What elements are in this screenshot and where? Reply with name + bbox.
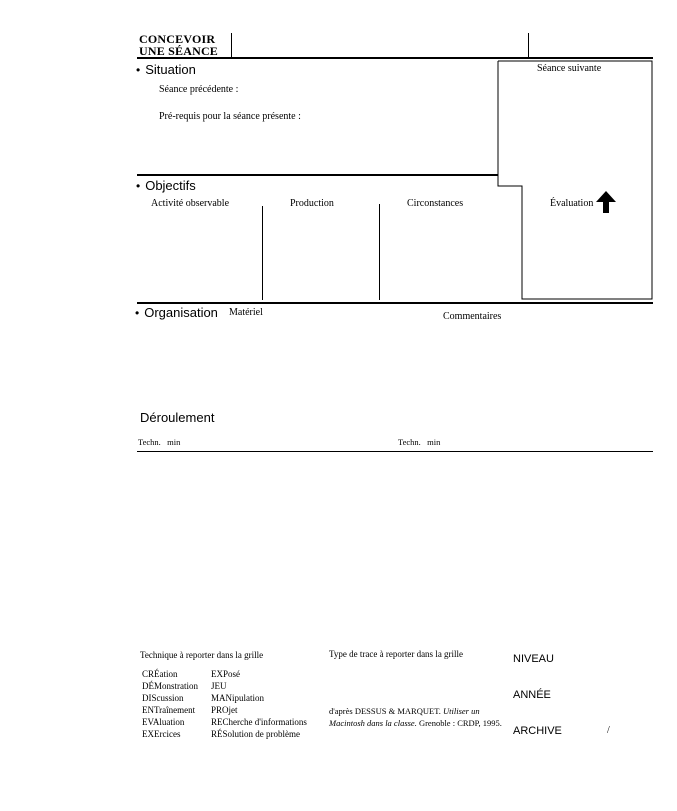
comments-label: Commentaires	[443, 311, 502, 322]
archive-label: ARCHIVE	[513, 725, 562, 737]
previous-session-label: Séance précédente :	[159, 84, 239, 95]
header-rule	[137, 57, 653, 59]
codes-right-list	[211, 668, 307, 740]
code-item: DÉMonstration	[142, 681, 198, 691]
code-item: MANipulation	[211, 693, 264, 703]
code-item: EXPosé	[211, 669, 240, 679]
deroulement-col-left: Techn. min	[138, 437, 181, 447]
objectifs-heading-text: Objectifs	[145, 178, 196, 193]
code-item: CRÉation	[142, 669, 178, 679]
next-session-outline	[498, 61, 652, 299]
trace-title: Type de trace à reporter dans la grille	[329, 649, 464, 659]
situation-heading	[136, 62, 196, 77]
prerequisites-label: Pré-requis pour la séance présente :	[159, 111, 301, 122]
code-item: ENTraînement	[142, 705, 196, 715]
col-activite: Activité observable	[151, 198, 230, 209]
title-line-1: CONCEVOIR	[139, 32, 216, 46]
next-session-box	[497, 60, 653, 300]
reference-citation	[329, 705, 509, 729]
technique-title: Technique à reporter dans la grille	[140, 650, 264, 660]
niveau-label: NIVEAU	[513, 653, 554, 665]
next-session-label: Séance suivante	[537, 63, 602, 74]
objectifs-heading	[136, 178, 196, 193]
codes-left-list	[142, 668, 198, 740]
materiel-label: Matériel	[229, 307, 263, 318]
title-line-2: UNE SÉANCE	[139, 44, 219, 58]
reference-title: Utiliser un Macintosh dans la classe.	[329, 706, 480, 728]
organisation-heading	[135, 305, 218, 320]
col-production: Production	[290, 198, 334, 209]
situation-rule	[137, 174, 498, 176]
col-evaluation	[550, 191, 616, 213]
code-item: RECherche d'informations	[211, 717, 307, 727]
code-item: EVAluation	[142, 717, 185, 727]
reference-suffix: Grenoble : CRDP, 1995.	[418, 718, 502, 728]
deroulement-heading: Déroulement	[140, 410, 215, 425]
up-arrow-icon	[596, 191, 616, 213]
objectifs-divider-2	[379, 204, 380, 300]
code-item: PROjet	[211, 705, 238, 715]
deroulement-rule	[137, 451, 653, 452]
header-divider-2	[528, 33, 529, 57]
deroulement-col-right: Techn. min	[398, 437, 441, 447]
organisation-heading-text: Organisation	[144, 305, 218, 320]
bullet-icon: •	[135, 306, 140, 320]
objectifs-rule	[137, 302, 653, 304]
code-item: EXErcices	[142, 729, 181, 739]
header-divider-1	[231, 33, 232, 57]
code-item: JEU	[211, 681, 227, 691]
form-title	[139, 33, 218, 57]
archive-separator: /	[607, 725, 610, 736]
reference-prefix: d'après DESSUS & MARQUET.	[329, 706, 441, 716]
col-circonstances: Circonstances	[407, 198, 464, 209]
situation-heading-text: Situation	[145, 62, 196, 77]
col-evaluation-text: Évaluation	[550, 198, 594, 209]
bullet-icon: •	[136, 179, 141, 193]
objectifs-divider-1	[262, 206, 263, 300]
annee-label: ANNÉE	[513, 689, 551, 701]
code-item: RÉSolution de problème	[211, 729, 300, 739]
code-item: DIScussion	[142, 693, 184, 703]
bullet-icon: •	[136, 63, 141, 77]
